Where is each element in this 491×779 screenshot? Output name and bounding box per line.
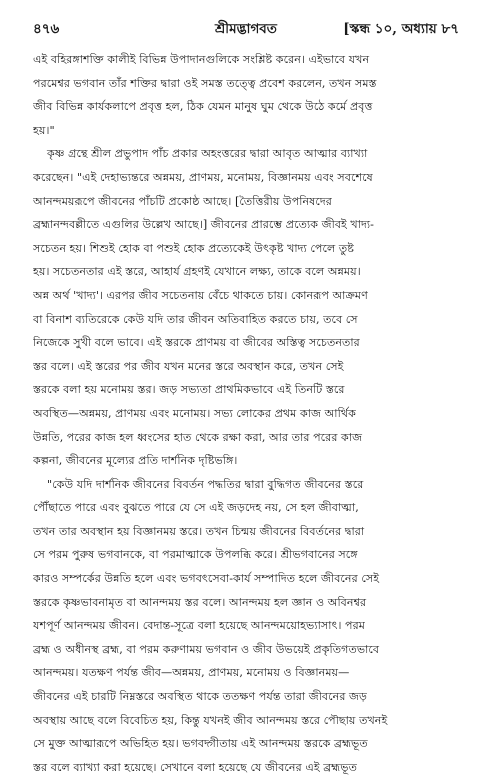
text-line: স্তরকে কৃষ্ণভাবনামৃত বা আনন্দময় স্তর বলে। আনন্দময় হল জ্ঞান ও অবিনশ্বর	[33, 595, 367, 609]
text-line: কৃষ্ণ গ্রন্থে শ্রীল প্রভুপাদ পাঁচ প্রকার অহংত্তরের দ্বারা আবৃত আত্মার ব্যাখ্যা	[47, 147, 368, 161]
text-line: অন্ন অর্থ 'খাদ্য'। এরপর জীব সচেতনায় বেঁচে থাকতে চায়। কোনরূপ আক্রমণ	[33, 288, 368, 302]
text-line: স্তরকে বলা হয় মনোময় স্তর। জড় সভ্যতা প্রাথমিকভাবে এই তিনটি স্তরে	[33, 383, 345, 397]
text-line: আনন্দময়রূপে জীবনের পাঁচটি প্রকোষ্ঠ আছে। [তৈত্তিরীয় উপনিষদের	[33, 194, 332, 208]
text-line: এই বহিরঙ্গাশক্তি কালীই বিভিন্ন উপাদানগুলিকে সংশ্লিষ্ট করেন। এইভাবে যখন	[33, 53, 370, 66]
text-line: "কেউ যদি দার্শনিক জীবনের বিবর্তন পদ্ধতির দ্বারা বুদ্ধিগত জীবনের স্তরে	[47, 477, 364, 491]
page-header	[33, 12, 459, 38]
text-line: কল্পনা, জীবনের মূল্যের প্রতি দার্শনিক দৃষ্টিভঙ্গি।	[33, 454, 238, 468]
text-line: অবস্থায় আছে বলে বিবেচিত হয়, কিন্তু যখনই জীব আনন্দময় স্তরে পৌছায় তখনই	[33, 713, 388, 727]
page-number: ৪৭৬	[33, 21, 60, 37]
text-line: বা বিনাশ ব্যতিরেকে কেউ যদি তার জীবন অতিবাহিত করতে চায়, তবে সে	[33, 312, 358, 326]
text-line: সে মুক্ত আত্মারূপে অভিহিত হয়। ভগবদ্গীতায় এই আনন্দময় স্তরকে ব্রহ্মভূত	[33, 737, 368, 751]
text-line: পৌঁছাতে পারে এবং বুঝতে পারে যে সে এই জড়দেহ নয়, সে হল জীবাত্মা,	[33, 501, 359, 515]
text-line: উন্নতি, পরের কাজ হল ধ্বংসের হাত থেকে রক্ষা করা, আর তার পরের কাজ	[33, 430, 363, 444]
text-line: হয়। সচেতনতার এই স্তরে, আহার্য গ্রহণই যেখানে লক্ষ্য, তাকে বলে অন্নময়।	[33, 265, 361, 279]
book-title: শ্রীমদ্ভাগবত	[215, 21, 277, 37]
text-line: নিজেকে সুখী বলে ভাবে। এই স্তরকে প্রাণময় বা জীবের অস্তিত্ব সচেতনতার	[33, 336, 360, 350]
text-line: কারও সম্পর্কের উন্নতি হলে এবং ভগবৎসেবা-কার্য সম্পাদিত হলে জীবনের সেই	[33, 572, 380, 586]
text-line: তখন তার অবস্থান হয় বিজ্ঞানময় স্তরে। তখন চিন্ময় জীবনের বিবর্তনের দ্বারা	[33, 524, 365, 538]
text-line: ব্রহ্মানন্দবল্লীতে এগুলির উল্লেখ আছে।] জীবনের প্রারম্ভে প্রত্যেক জীবই খাদ্য-	[33, 218, 374, 232]
text-line: স্তর বলে। এই স্তরের পর জীব যখন মনের স্তরে অবস্থান করে, তখন সেই	[33, 359, 344, 373]
text-line: করেছেন। "এই দেহাভ্যন্তরে অন্নময়, প্রাণময়, মনোময়, বিজ্ঞানময় এবং সবশেষে	[33, 170, 373, 184]
text-line: হয়।"	[33, 123, 55, 137]
text-line: জীবনের এই চারটি নিম্নস্তরে অবস্থিত থাকে ততক্ষণ পর্যন্ত তারা জীবনের জড়	[33, 690, 368, 704]
text-line: যশপূর্ণ আনন্দময় জীবন। বেদান্ত-সূত্রে বলা হয়েছে আনন্দময়োহভ্যাসাৎ। পরম	[33, 619, 365, 633]
text-line: আনন্দময়। যতক্ষণ পর্যন্ত জীব—অন্নময়, প্রাণময়, মনোময় ও বিজ্ঞানময়—	[33, 666, 350, 680]
text-line: সচেতন হয়। শিশুই হোক বা পশুই হোক প্রত্যেকেই উৎকৃষ্ট খাদ্য পেলে তুষ্ট	[33, 241, 354, 255]
text-line: সে পরম পুরুষ ভগবানকে, বা পরমাত্মাকে উপলব্ধি করে। শ্রীভগবানের সঙ্গে	[33, 548, 358, 562]
page-body	[33, 48, 459, 779]
text-line: স্তর বলে ব্যাখ্যা করা হয়েছে। সেখানে বলা হয়েছে যে জীবনের এই ব্রহ্মভূত	[33, 760, 357, 774]
chapter-reference: [স্কন্ধ ১০, অধ্যায় ৮৭	[343, 21, 459, 37]
text-line: পরমেশ্বর ভগবান তাঁর শক্তির দ্বারা ওই সমস্ত তত্ত্বে প্রবেশ করলেন, তখন সমস্ত	[33, 76, 377, 90]
text-line: অবস্থিত—অন্নময়, প্রাণময় এবং মনোময়। সভ্য লোকের প্রথম কাজ আর্থিক	[33, 406, 356, 420]
text-line: ব্রহ্ম ও অধীনস্থ ব্রহ্ম, বা পরম করুণাময় ভগবান ও জীব উভয়েই প্রকৃতিগতভাবে	[33, 642, 380, 656]
text-line: জীব বিভিন্ন কার্যকলাপে প্রবৃত্ত হল, ঠিক যেমন মানুষ ঘুম থেকে উঠে কর্মে প্রবৃত্ত	[33, 100, 373, 114]
